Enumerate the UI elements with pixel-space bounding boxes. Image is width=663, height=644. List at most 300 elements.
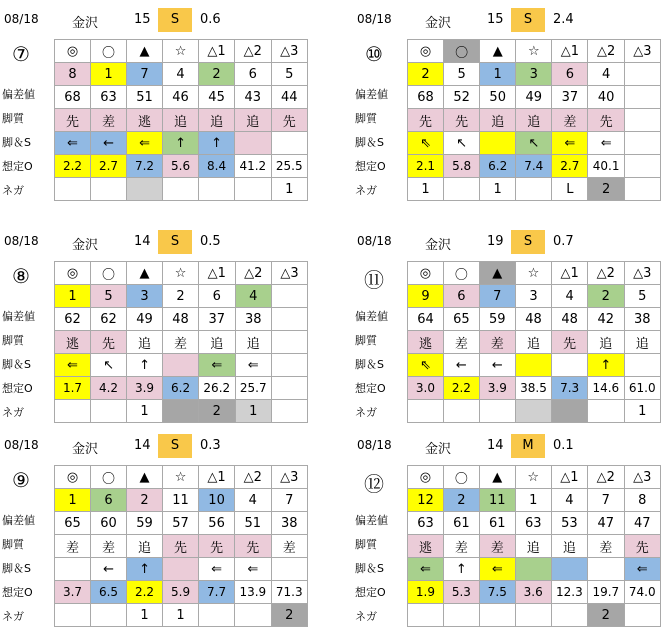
nega-cell: 1 [127, 604, 163, 627]
horse-number-cell: 2 [443, 489, 479, 512]
cushion-value: 2.4 [553, 12, 574, 27]
horse-number-cell: 5 [624, 285, 661, 308]
nega-cell [55, 604, 91, 627]
nega-row [408, 604, 661, 627]
nega-cell [444, 178, 480, 201]
row-labels [355, 509, 407, 629]
row-label: 偏差値 [2, 310, 35, 323]
row-label: 脚質 [355, 334, 377, 347]
move-cell: ↑ [127, 354, 163, 377]
move-cell [551, 558, 587, 581]
rating-cell: 53 [551, 512, 587, 535]
move-row [408, 558, 661, 581]
horse-number-cell: 1 [55, 285, 91, 308]
race-date: 08/18 [4, 234, 39, 248]
rating-cell: 63 [515, 512, 551, 535]
move-cell: ⇐ [55, 354, 91, 377]
mark-cell: △1 [552, 40, 588, 63]
rating-cell: 65 [443, 308, 479, 331]
race-grid [54, 39, 308, 201]
horse-number-cell: 6 [443, 285, 479, 308]
horse-number-cell: 12 [408, 489, 444, 512]
rating-cell: 45 [199, 86, 235, 109]
odds-cell: 1.9 [408, 581, 444, 604]
move-cell: ⇐ [235, 354, 271, 377]
running-style-cell: 逃 [55, 331, 91, 354]
odds-row [55, 581, 308, 604]
mark-cell: △3 [624, 466, 661, 489]
mark-cell: △3 [271, 466, 307, 489]
running-style-cell: 先 [235, 535, 271, 558]
nega-cell: L [552, 178, 588, 201]
race-distance: 15 [134, 12, 151, 27]
odds-cell: 6.2 [163, 377, 199, 400]
move-cell: ↖ [516, 132, 552, 155]
rating-cell: 44 [271, 86, 307, 109]
rating-cell: 48 [515, 308, 551, 331]
row-label: 想定O [355, 382, 386, 395]
rating-cell: 61 [479, 512, 515, 535]
horse-number-cell: 7 [271, 489, 307, 512]
running-style-cell: 追 [515, 331, 551, 354]
horse-number-row [408, 63, 661, 86]
odds-cell: 13.9 [235, 581, 271, 604]
mark-cell: ▲ [480, 40, 516, 63]
running-style-cell: 追 [235, 109, 271, 132]
nega-row [55, 604, 308, 627]
rating-cell: 49 [127, 308, 163, 331]
rating-row [55, 308, 308, 331]
rating-row [408, 308, 661, 331]
horse-number-cell [624, 63, 660, 86]
running-style-cell: 先 [408, 109, 444, 132]
race-grid [54, 261, 308, 423]
running-style-cell: 差 [443, 331, 479, 354]
row-label: 偏差値 [2, 88, 35, 101]
race-distance: 14 [134, 438, 151, 453]
mark-cell: ▲ [127, 466, 163, 489]
odds-cell: 25.5 [271, 155, 307, 178]
rating-cell [271, 308, 307, 331]
horse-number-cell: 11 [479, 489, 515, 512]
track-condition: S [511, 8, 545, 32]
horse-number-cell: 3 [127, 285, 163, 308]
race-header [355, 8, 661, 32]
mark-cell: △1 [552, 262, 588, 285]
nega-row [55, 400, 308, 423]
move-cell [624, 354, 661, 377]
rating-cell: 61 [443, 512, 479, 535]
move-cell: ⇐ [199, 558, 235, 581]
horse-number-cell: 6 [552, 63, 588, 86]
mark-cell: 〇 [443, 466, 479, 489]
nega-cell: 1 [271, 178, 307, 201]
race-venue: 金沢 [425, 442, 452, 457]
nega-cell [516, 178, 552, 201]
mark-cell: △3 [271, 262, 307, 285]
row-label: 想定O [355, 160, 386, 173]
running-style-cell: 先 [55, 109, 91, 132]
rating-cell: 63 [91, 86, 127, 109]
nega-cell [199, 178, 235, 201]
horse-number-cell: 9 [408, 285, 444, 308]
move-row [408, 132, 661, 155]
mark-row [408, 40, 661, 63]
nega-cell [624, 604, 661, 627]
move-cell: ⇐ [588, 132, 625, 155]
row-label: ネガ [2, 406, 24, 419]
move-cell: ⇐ [408, 558, 444, 581]
mark-cell: ☆ [516, 40, 552, 63]
nega-cell [624, 178, 660, 201]
mark-cell: 〇 [91, 262, 127, 285]
track-condition: S [511, 230, 545, 254]
track-condition: S [158, 8, 192, 32]
race-venue: 金沢 [425, 16, 452, 31]
nega-cell: 2 [588, 604, 624, 627]
odds-cell: 7.2 [127, 155, 163, 178]
mark-cell: 〇 [444, 40, 480, 63]
odds-cell: 7.7 [199, 581, 235, 604]
odds-cell: 3.6 [515, 581, 551, 604]
odds-cell: 2.2 [127, 581, 163, 604]
mark-cell: △2 [588, 262, 624, 285]
mark-cell: 〇 [443, 262, 479, 285]
mark-cell: ☆ [163, 466, 199, 489]
running-style-cell: 差 [479, 535, 515, 558]
row-label: ネガ [355, 184, 377, 197]
race-venue: 金沢 [72, 442, 99, 457]
running-style-cell: 先 [624, 535, 661, 558]
mark-cell: △2 [235, 40, 271, 63]
nega-cell: 1 [235, 400, 271, 423]
mark-cell: △3 [624, 40, 660, 63]
race-distance: 19 [487, 234, 504, 249]
mark-cell: 〇 [91, 466, 127, 489]
move-cell: ⇐ [479, 558, 515, 581]
rating-cell: 51 [127, 86, 163, 109]
race-date: 08/18 [4, 12, 39, 26]
row-label: 偏差値 [355, 88, 388, 101]
rating-cell: 57 [163, 512, 199, 535]
rating-cell: 59 [127, 512, 163, 535]
mark-cell: △2 [235, 262, 271, 285]
horse-number-cell: 8 [55, 63, 91, 86]
nega-cell [55, 178, 91, 201]
move-cell [515, 354, 551, 377]
race-number: ⑦ [12, 42, 30, 66]
cushion-value: 0.1 [553, 438, 574, 453]
horse-number-cell: 5 [271, 63, 307, 86]
odds-cell [624, 155, 660, 178]
race-date: 08/18 [357, 234, 392, 248]
race-distance: 14 [487, 438, 504, 453]
running-style-cell: 先 [199, 535, 235, 558]
track-condition: S [158, 230, 192, 254]
running-style-cell: 追 [127, 535, 163, 558]
move-cell: ⇐ [552, 132, 588, 155]
odds-cell: 2.2 [443, 377, 479, 400]
race-number: ⑫ [364, 472, 384, 496]
running-style-cell: 追 [551, 535, 587, 558]
move-cell [163, 558, 199, 581]
odds-cell: 25.7 [235, 377, 271, 400]
row-label: 偏差値 [355, 310, 388, 323]
move-cell: ⇖ [408, 354, 444, 377]
race-header [2, 230, 308, 254]
cushion-value: 0.7 [553, 234, 574, 249]
odds-cell: 5.8 [444, 155, 480, 178]
row-label: 脚＆S [2, 562, 31, 575]
mark-cell: ☆ [515, 466, 551, 489]
horse-number-cell: 2 [408, 63, 444, 86]
rating-cell: 56 [199, 512, 235, 535]
running-style-row [408, 109, 661, 132]
row-label: 脚＆S [355, 358, 384, 371]
move-cell [271, 558, 307, 581]
mark-cell: △3 [624, 262, 661, 285]
running-style-cell: 追 [588, 331, 624, 354]
row-label: ネガ [2, 610, 24, 623]
move-cell [552, 354, 588, 377]
horse-number-cell: 2 [127, 489, 163, 512]
horse-number-cell: 3 [516, 63, 552, 86]
rating-cell: 38 [271, 512, 307, 535]
race-block [355, 230, 661, 434]
race-block [2, 230, 308, 434]
odds-cell: 7.4 [516, 155, 552, 178]
nega-cell: 2 [199, 400, 235, 423]
horse-number-row [55, 63, 308, 86]
mark-cell: △2 [235, 466, 271, 489]
move-cell: ↑ [127, 558, 163, 581]
row-labels [2, 305, 54, 425]
mark-cell: △3 [271, 40, 307, 63]
move-cell [624, 132, 660, 155]
race-header [355, 434, 661, 458]
rating-cell: 62 [55, 308, 91, 331]
rating-cell: 51 [235, 512, 271, 535]
move-cell [55, 558, 91, 581]
rating-cell [624, 86, 660, 109]
move-cell: ↖ [91, 354, 127, 377]
move-cell: ↑ [163, 132, 199, 155]
nega-cell [552, 400, 588, 423]
race-venue: 金沢 [425, 238, 452, 253]
running-style-cell: 逃 [408, 331, 444, 354]
running-style-cell: 先 [163, 535, 199, 558]
horse-number-cell: 6 [235, 63, 271, 86]
odds-cell: 2.2 [55, 155, 91, 178]
race-header [355, 230, 661, 254]
move-row [55, 354, 308, 377]
running-style-cell: 追 [516, 109, 552, 132]
nega-cell [551, 604, 587, 627]
row-labels [2, 83, 54, 203]
horse-number-cell: 1 [55, 489, 91, 512]
odds-cell: 2.1 [408, 155, 444, 178]
odds-cell: 3.7 [55, 581, 91, 604]
horse-number-cell: 4 [235, 285, 271, 308]
nega-cell: 1 [163, 604, 199, 627]
mark-cell: ☆ [515, 262, 551, 285]
rating-cell: 68 [55, 86, 91, 109]
rating-cell: 46 [163, 86, 199, 109]
horse-number-cell: 4 [163, 63, 199, 86]
race-venue: 金沢 [72, 238, 99, 253]
move-cell: ← [91, 558, 127, 581]
row-label: 想定O [2, 160, 33, 173]
odds-cell: 5.3 [443, 581, 479, 604]
rating-cell: 64 [408, 308, 444, 331]
row-label: ネガ [2, 184, 24, 197]
move-cell [235, 132, 271, 155]
horse-number-cell: 3 [515, 285, 551, 308]
rating-cell: 40 [588, 86, 625, 109]
move-cell: ↑ [443, 558, 479, 581]
nega-row [55, 178, 308, 201]
running-style-row [408, 331, 661, 354]
nega-cell [91, 400, 127, 423]
move-cell: ⇐ [624, 558, 661, 581]
horse-number-cell: 8 [624, 489, 661, 512]
odds-cell: 6.5 [91, 581, 127, 604]
mark-cell: ▲ [127, 262, 163, 285]
horse-number-cell: 4 [551, 489, 587, 512]
rating-row [408, 512, 661, 535]
row-label: 想定O [2, 586, 33, 599]
nega-cell: 2 [271, 604, 307, 627]
odds-cell: 74.0 [624, 581, 661, 604]
odds-cell: 8.4 [199, 155, 235, 178]
odds-cell: 5.6 [163, 155, 199, 178]
rating-cell: 42 [588, 308, 624, 331]
row-label: 脚質 [2, 538, 24, 551]
horse-number-cell: 7 [127, 63, 163, 86]
nega-cell [127, 178, 163, 201]
running-style-cell: 追 [624, 331, 661, 354]
race-number: ⑪ [364, 268, 384, 292]
mark-cell: ☆ [163, 40, 199, 63]
horse-number-cell: 7 [479, 285, 515, 308]
running-style-cell [271, 331, 307, 354]
horse-number-cell: 7 [588, 489, 624, 512]
mark-cell: ◎ [408, 40, 444, 63]
rating-cell: 60 [91, 512, 127, 535]
horse-number-cell: 4 [588, 63, 625, 86]
race-date: 08/18 [357, 438, 392, 452]
mark-cell: ▲ [479, 466, 515, 489]
rating-cell: 38 [624, 308, 661, 331]
move-cell [271, 132, 307, 155]
horse-number-cell: 6 [199, 285, 235, 308]
odds-cell: 3.0 [408, 377, 444, 400]
move-cell: ⇐ [55, 132, 91, 155]
mark-cell: △1 [551, 466, 587, 489]
horse-number-cell: 5 [91, 285, 127, 308]
odds-cell: 40.1 [588, 155, 625, 178]
running-style-cell: 先 [588, 109, 625, 132]
horse-number-cell: 1 [91, 63, 127, 86]
rating-cell: 68 [408, 86, 444, 109]
move-cell: ⇐ [199, 354, 235, 377]
move-cell [163, 354, 199, 377]
odds-cell: 2.7 [552, 155, 588, 178]
rating-cell: 47 [624, 512, 661, 535]
nega-cell [271, 400, 307, 423]
running-style-row [408, 535, 661, 558]
nega-cell: 1 [624, 400, 661, 423]
row-label: 脚＆S [355, 562, 384, 575]
move-cell [588, 558, 624, 581]
rating-cell: 63 [408, 512, 444, 535]
odds-cell: 7.3 [552, 377, 588, 400]
horse-number-cell: 4 [235, 489, 271, 512]
running-style-cell: 先 [271, 109, 307, 132]
odds-cell: 71.3 [271, 581, 307, 604]
running-style-row [55, 109, 308, 132]
horse-number-row [408, 489, 661, 512]
race-header [2, 434, 308, 458]
running-style-cell: 差 [479, 331, 515, 354]
odds-cell: 5.9 [163, 581, 199, 604]
race-block [2, 8, 308, 212]
running-style-cell: 逃 [127, 109, 163, 132]
row-label: 脚質 [355, 112, 377, 125]
horse-number-cell: 2 [588, 285, 624, 308]
move-cell: ← [479, 354, 515, 377]
running-style-cell: 先 [444, 109, 480, 132]
running-style-cell [624, 109, 660, 132]
race-grid [54, 465, 308, 627]
nega-cell: 1 [408, 178, 444, 201]
row-label: 脚質 [2, 334, 24, 347]
mark-cell: ◎ [55, 466, 91, 489]
running-style-cell: 先 [91, 331, 127, 354]
rating-cell: 43 [235, 86, 271, 109]
mark-row [55, 262, 308, 285]
row-label: 想定O [2, 382, 33, 395]
cushion-value: 0.3 [200, 438, 221, 453]
horse-number-cell [271, 285, 307, 308]
nega-row [408, 400, 661, 423]
rating-cell: 65 [55, 512, 91, 535]
rating-row [408, 86, 661, 109]
running-style-cell: 差 [588, 535, 624, 558]
rating-cell: 48 [163, 308, 199, 331]
row-label: 脚＆S [355, 136, 384, 149]
mark-cell: △2 [588, 466, 624, 489]
odds-cell: 41.2 [235, 155, 271, 178]
race-distance: 14 [134, 234, 151, 249]
nega-cell [91, 604, 127, 627]
rating-cell: 50 [480, 86, 516, 109]
cushion-value: 0.5 [200, 234, 221, 249]
running-style-cell: 追 [235, 331, 271, 354]
running-style-cell: 逃 [408, 535, 444, 558]
nega-cell [515, 400, 551, 423]
mark-cell: △1 [199, 262, 235, 285]
running-style-cell: 追 [199, 331, 235, 354]
move-cell: ⇐ [127, 132, 163, 155]
move-row [408, 354, 661, 377]
rating-cell: 37 [552, 86, 588, 109]
horse-number-cell: 10 [199, 489, 235, 512]
nega-cell [479, 400, 515, 423]
running-style-cell: 差 [271, 535, 307, 558]
move-cell: ↑ [199, 132, 235, 155]
rating-cell: 59 [479, 308, 515, 331]
